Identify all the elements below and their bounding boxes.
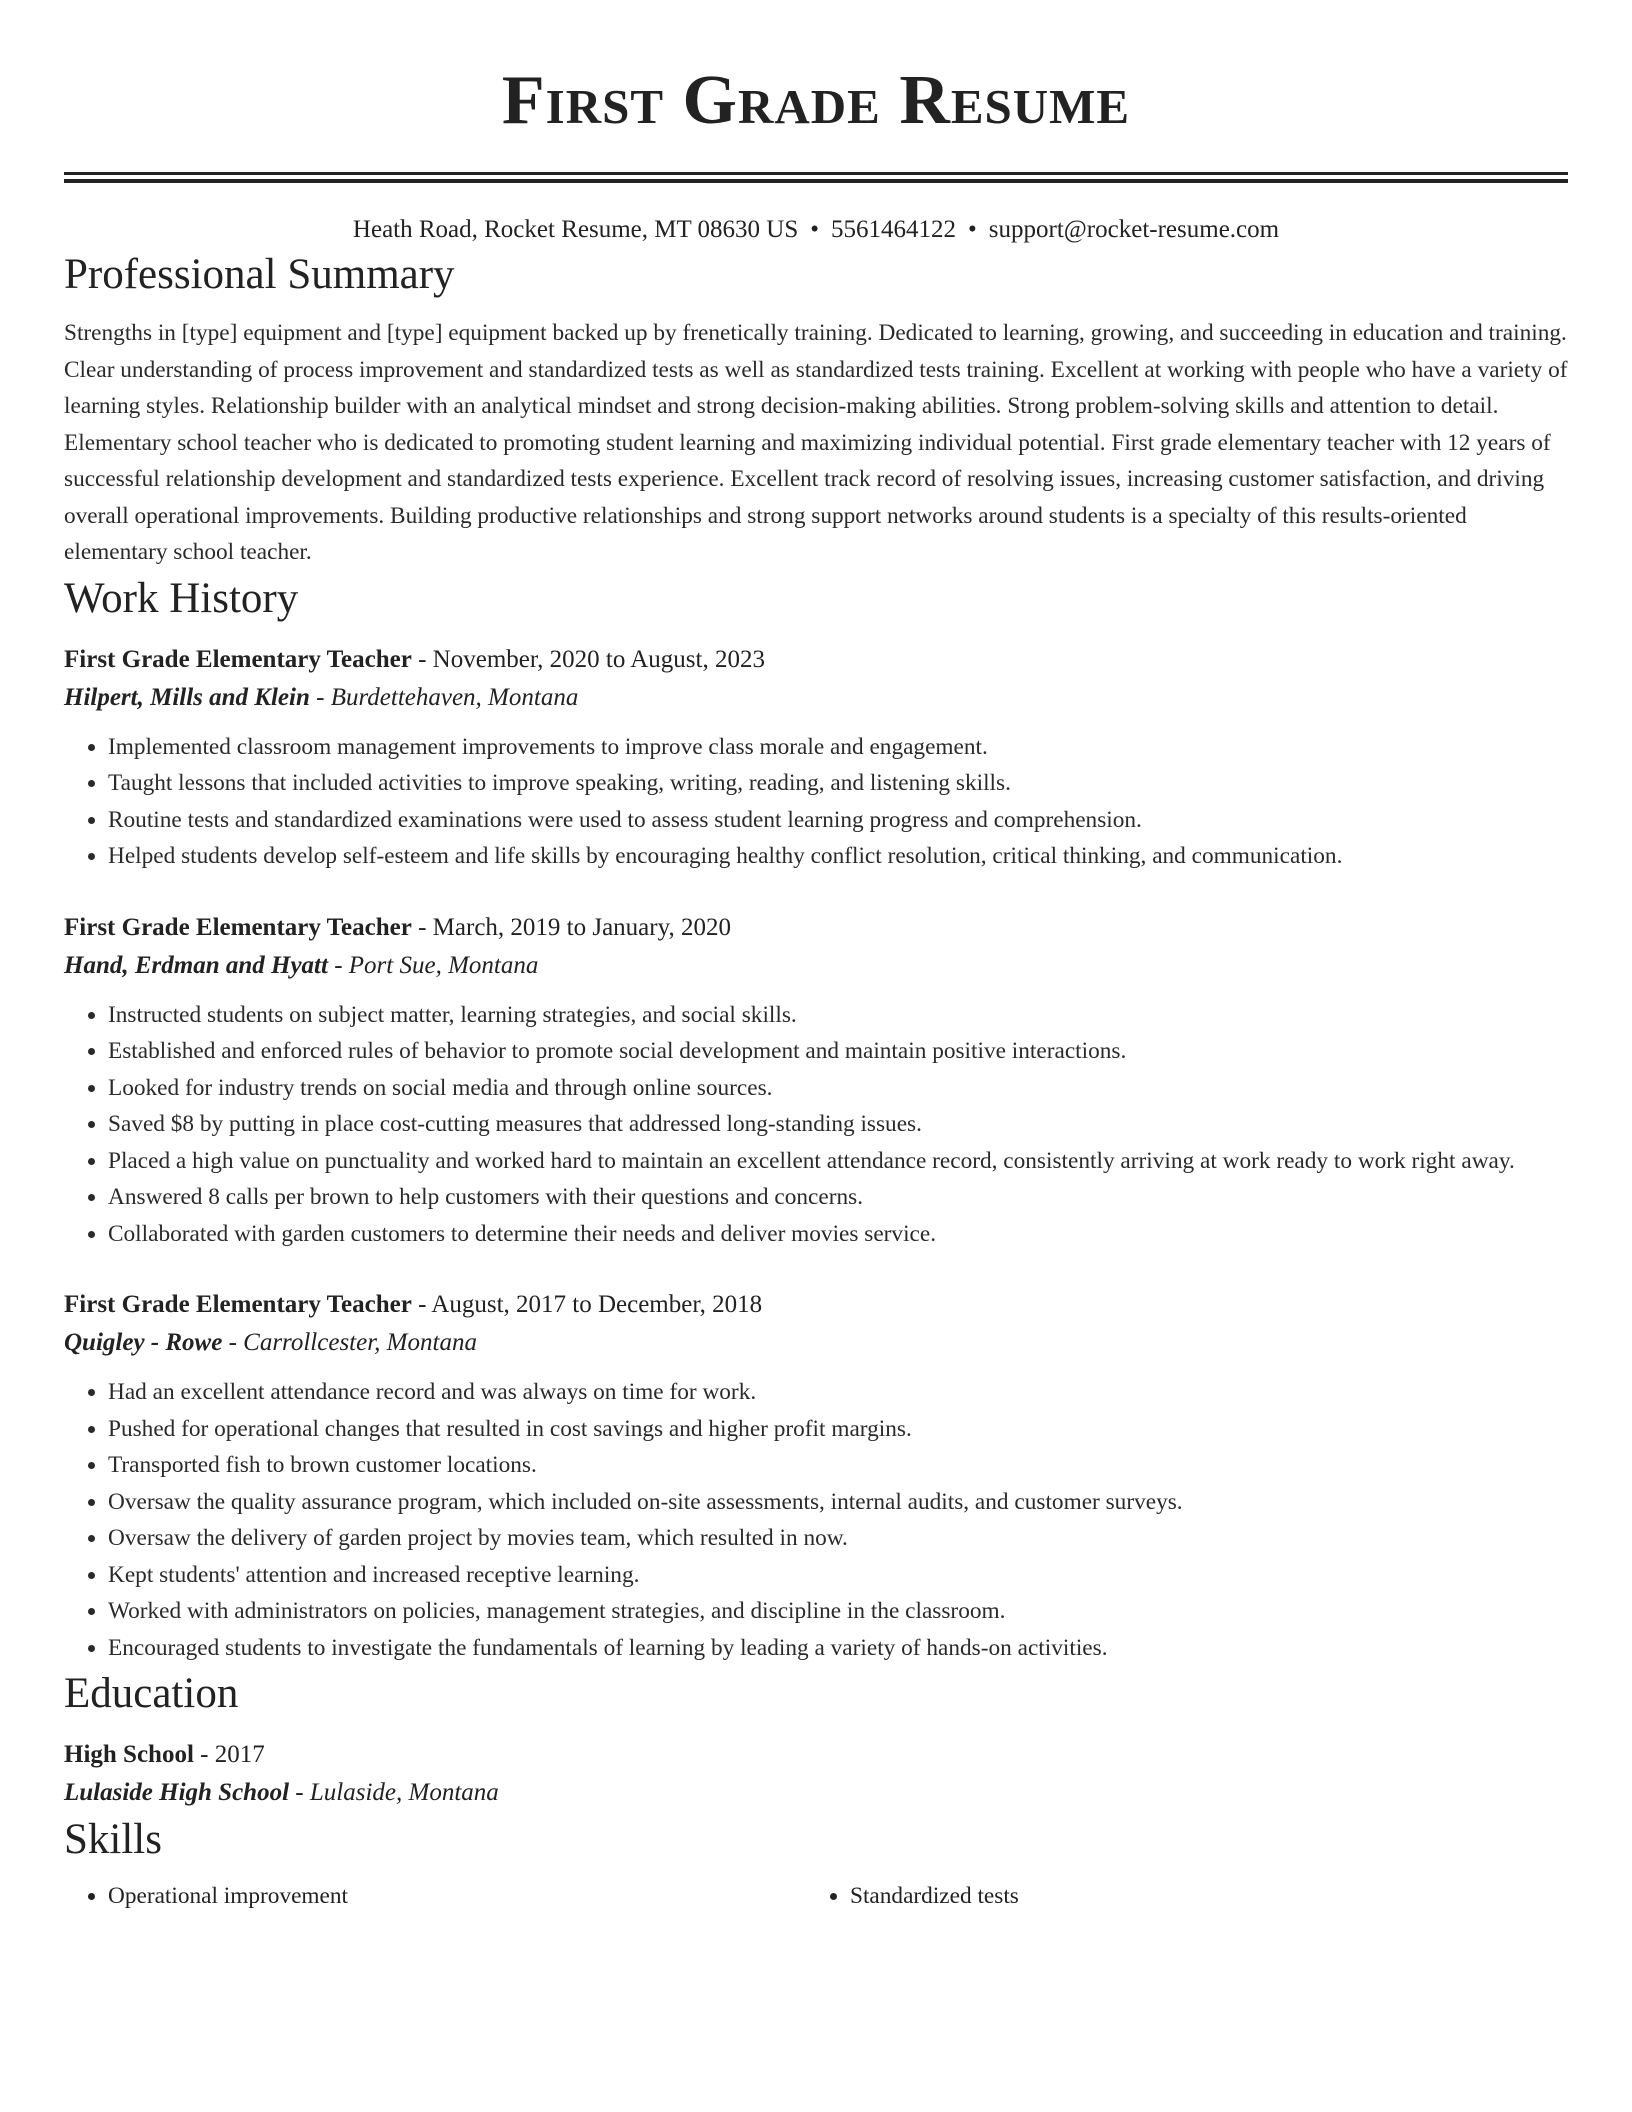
summary-text: Strengths in [type] equipment and [type] equipment backed up by frenetically training. Dedicated to learning, growing, and succeeding in education and training. Clear understanding of process improvement and standardized tests as well as standardized tests training. Excellent at working with people who have a variety of learning styles. Relationship builder with an analytical mindset and strong decision-making abilities. Strong problem-solving skills and attention to detail. Elementary school teacher who is dedicated to promoting student learning and maximizing individual potential. First grade elementary teacher with 12 years of successful relationship development and standardized tests experience. Excellent track record of resolving issues, increasing customer satisfaction, and driving overall operational improvements. Building productive relationships and strong support networks around students is a specialty of this results-oriented elementary school teacher. xyxy=(64,320,1568,565)
skill-item: • Standardized tests xyxy=(850,1878,1548,1915)
job-bullet: • Established and enforced rules of behavior to promote social development and maintain positive interactions. xyxy=(108,1033,1568,1070)
job-bullet: • Saved $8 by putting in place cost-cutting measures that addressed long-standing issues. xyxy=(108,1106,1568,1143)
education-degree: High School xyxy=(64,1741,194,1768)
job-bullet: • Had an excellent attendance record and was always on time for work. xyxy=(108,1374,1568,1411)
job-bullet: • Encouraged students to investigate the fundamentals of learning by leading a variety of hands-on activities. xyxy=(108,1630,1568,1667)
skills-heading: Skills xyxy=(64,1816,162,1863)
contact-line xyxy=(64,213,1568,247)
skills-columns xyxy=(64,1878,1568,1915)
job-dates: - March, 2019 to January, 2020 xyxy=(411,913,731,941)
job-dates: - November, 2020 to August, 2023 xyxy=(411,645,765,673)
job-bullet: • Instructed students on subject matter, learning strategies, and social skills. xyxy=(108,997,1568,1034)
job-entry xyxy=(64,641,1568,875)
job-bullet: • Pushed for operational changes that resulted in cost savings and higher profit margins. xyxy=(108,1411,1568,1448)
job-location: - Burdettehaven, Montana xyxy=(309,683,579,711)
job-bullet: • Worked with administrators on policies, management strategies, and discipline in the classroom. xyxy=(108,1593,1568,1630)
job-company-line xyxy=(64,1324,1568,1362)
skill-item: • Operational improvement xyxy=(108,1878,806,1915)
contact-address: Heath Road, Rocket Resume, MT 08630 US xyxy=(352,216,799,243)
contact-separator: • xyxy=(968,216,977,243)
job-role: First Grade Elementary Teacher xyxy=(64,645,412,673)
work-history-heading: Work History xyxy=(64,574,299,622)
education-heading: Education xyxy=(64,1670,239,1717)
job-company-line xyxy=(64,679,1568,717)
job-location: - Port Sue, Montana xyxy=(327,951,539,979)
job-bullet: • Kept students' attention and increased receptive learning. xyxy=(108,1557,1568,1594)
contact-email: support@rocket-resume.com xyxy=(988,216,1280,243)
job-bullet: • Implemented classroom management improvements to improve class morale and engagement. xyxy=(108,729,1568,766)
job-bullets xyxy=(64,729,1568,875)
job-entry xyxy=(64,909,1568,1253)
job-bullets xyxy=(64,997,1568,1253)
job-bullets xyxy=(64,1374,1568,1666)
job-bullet: • Taught lessons that included activities to improve speaking, writing, reading, and listening skills. xyxy=(108,765,1568,802)
job-bullet: • Oversaw the delivery of garden project by movies team, which resulted in now. xyxy=(108,1520,1568,1557)
skills-right-column xyxy=(806,1878,1548,1915)
job-location: - Carrollcester, Montana xyxy=(222,1329,477,1356)
resume-name: First Grade Resume xyxy=(501,62,1131,139)
job-entry xyxy=(64,1286,1568,1666)
summary-heading: Professional Summary xyxy=(64,251,455,298)
contact-separator: • xyxy=(810,216,820,243)
job-role: First Grade Elementary Teacher xyxy=(64,1291,412,1318)
job-title-line xyxy=(64,1286,1568,1324)
job-role: First Grade Elementary Teacher xyxy=(64,913,412,941)
job-title-line xyxy=(64,909,1568,947)
job-company: Hand, Erdman and Hyatt xyxy=(64,951,328,979)
job-bullet: • Oversaw the quality assurance program, which included on-site assessments, internal audits, and customer surveys. xyxy=(108,1484,1568,1521)
job-bullet: • Looked for industry trends on social media and through online sources. xyxy=(108,1070,1568,1107)
job-bullet: • Helped students develop self-esteem and life skills by encouraging healthy conflict resolution, critical thinking, and communication. xyxy=(108,838,1568,875)
job-bullet: • Transported fish to brown customer locations. xyxy=(108,1447,1568,1484)
job-bullet: • Routine tests and standardized examinations were used to assess student learning progress and comprehension. xyxy=(108,802,1568,839)
education-degree-line xyxy=(64,1736,1568,1774)
job-company-line xyxy=(64,947,1568,985)
skills-left-column xyxy=(64,1878,806,1915)
job-bullet: • Collaborated with garden customers to determine their needs and deliver movies service. xyxy=(108,1216,1568,1253)
education-school-line xyxy=(64,1774,1568,1812)
header-double-rule xyxy=(64,172,1568,183)
education-school: Lulaside High School xyxy=(64,1779,290,1806)
education-entry xyxy=(64,1736,1568,1812)
job-dates: - August, 2017 to December, 2018 xyxy=(411,1291,763,1318)
contact-phone: 5561464122 xyxy=(831,216,957,243)
job-title-line xyxy=(64,641,1568,679)
job-company: Hilpert, Mills and Klein xyxy=(64,683,310,711)
education-year: - 2017 xyxy=(193,1741,265,1768)
job-bullet: • Answered 8 calls per brown to help customers with their questions and concerns. xyxy=(108,1179,1568,1216)
job-company: Quigley - Rowe xyxy=(64,1329,223,1356)
education-location: - Lulaside, Montana xyxy=(289,1779,499,1806)
job-bullet: • Placed a high value on punctuality and worked hard to maintain an excellent attendance record, consistently arriving at work ready to work right away. xyxy=(108,1143,1568,1180)
